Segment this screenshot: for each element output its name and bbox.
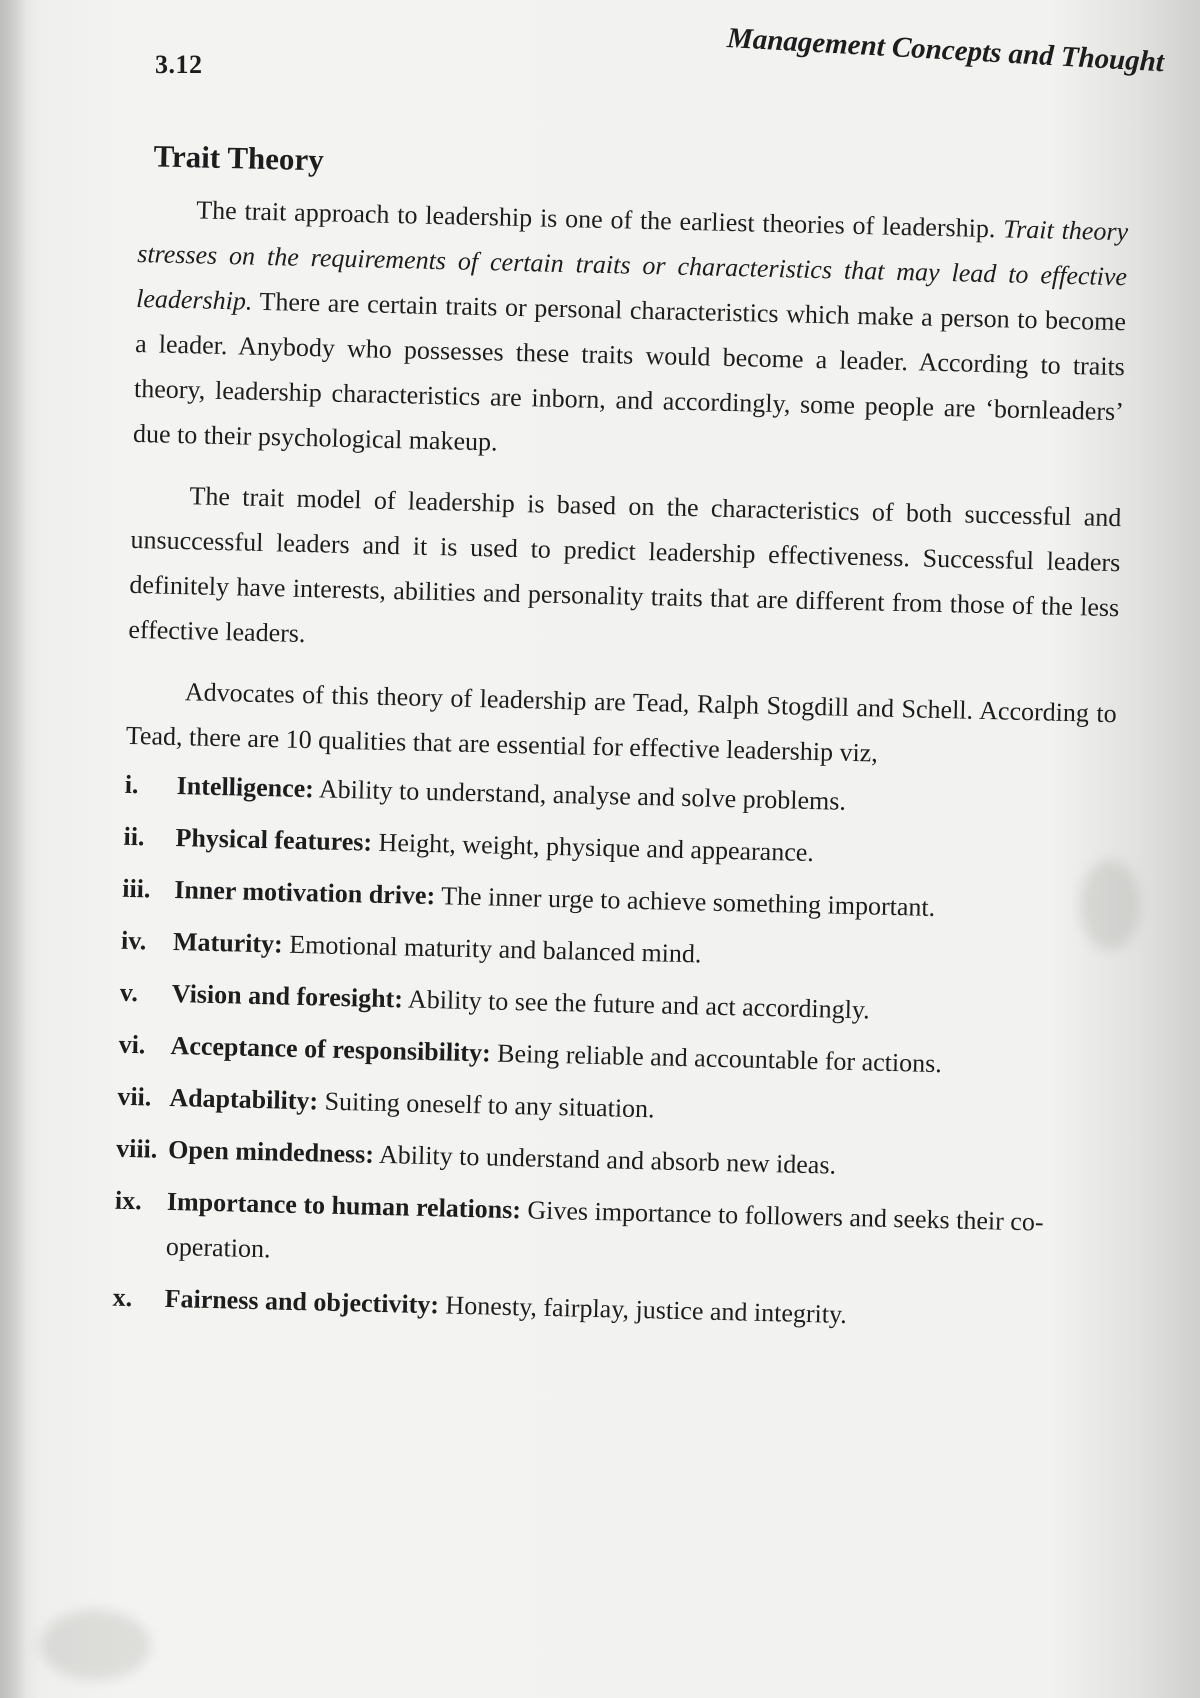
- list-numeral: iv.: [120, 925, 147, 956]
- paragraph-trait-model: The trait model of leadership is based on the characteristics of both successful and unsuccessful leaders and it is used to predict leadership effectiveness. Successful leaders definitely have interests, abilities and personality traits that are different from those of the less effective leaders.: [128, 481, 1122, 649]
- quality-description: Suiting oneself to any situation.: [317, 1086, 655, 1124]
- list-numeral: ix.: [114, 1185, 143, 1216]
- list-numeral: viii.: [115, 1133, 158, 1164]
- quality-description: Ability to see the future and act accordingly.: [402, 984, 871, 1025]
- paragraph-advocates: Advocates of this theory of leadership are Tead, Ralph Stogdill and Schell. According to Tead, there are 10 qualities that are essential for effective leadership viz,: [125, 677, 1118, 768]
- list-numeral: x.: [112, 1282, 133, 1313]
- quality-description: Height, weight, physique and appearance.: [371, 827, 815, 868]
- quality-description: Ability to understand and absorb new ideas.: [373, 1139, 837, 1180]
- list-numeral: vi.: [118, 1029, 146, 1060]
- page-number: 3.12: [155, 50, 203, 79]
- list-numeral: vii.: [117, 1081, 152, 1112]
- quality-description: Gives importance to followers and seeks their co-operation.: [165, 1195, 1044, 1264]
- quality-description: Emotional maturity and balanced mind.: [282, 929, 702, 969]
- page-content: [112, 138, 1130, 1350]
- quality-term: Acceptance of responsibility:: [170, 1030, 492, 1068]
- quality-term: Open mindedness:: [167, 1134, 375, 1169]
- qualities-list: [112, 762, 1115, 1343]
- quality-description: Being reliable and accountable for actions.: [490, 1038, 943, 1079]
- page-edge-shadow: [0, 0, 26, 1698]
- quality-term: Vision and foresight:: [171, 978, 404, 1014]
- list-numeral: v.: [119, 977, 139, 1008]
- section-title: Trait Theory: [153, 138, 325, 178]
- quality-term: Adaptability:: [169, 1082, 319, 1116]
- paragraph-intro-lead: The trait approach to leadership is one of the earliest theories of leadership.: [195, 195, 1004, 244]
- list-numeral: iii.: [121, 873, 151, 904]
- running-head: Management Concepts and Thought: [726, 22, 1165, 79]
- paragraph-intro: [133, 186, 1129, 479]
- quality-term: Physical features:: [175, 823, 373, 857]
- quality-term: Importance to human relations:: [166, 1186, 522, 1225]
- quality-term: Fairness and objectivity:: [164, 1283, 440, 1320]
- quality-description: Ability to understand, analyse and solve problems.: [313, 774, 847, 816]
- quality-description: Honesty, fairplay, justice and integrity.: [438, 1290, 848, 1329]
- quality-term: Maturity:: [172, 927, 284, 959]
- paragraph-intro-rest: There are certain traits or personal characteristics which make a person to become a leader. Anybody who possesses these traits would become a leader. According to traits theory, leadership characteristics are inborn, and accordingly, some people are ‘bornleaders’ due to their psychological makeup.: [132, 286, 1127, 457]
- list-item: [113, 1178, 1105, 1291]
- paragraph-intro-emphasis: Trait theory stresses on the requirements of certain traits or characteristics that may lead to effective leadership.: [135, 214, 1129, 316]
- quality-description: The inner urge to achieve something important.: [434, 881, 936, 922]
- quality-term: Intelligence:: [176, 771, 315, 804]
- page-smudge: [40, 1610, 150, 1680]
- list-numeral: ii.: [123, 821, 145, 852]
- quality-term: Inner motivation drive:: [173, 875, 436, 911]
- list-numeral: i.: [124, 769, 139, 800]
